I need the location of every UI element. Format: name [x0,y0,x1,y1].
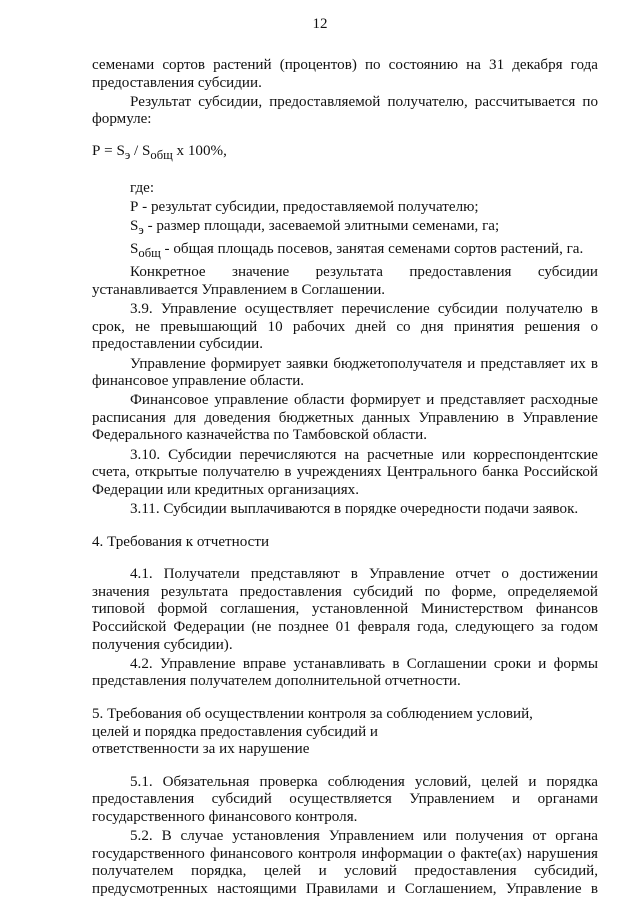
paragraph: Конкретное значение результата предоставления субсидии устанавливается Управлением в Соглашении. [92,264,598,298]
paragraph: $S_{общ}$ - общая площадь посевов, занятая семенами сортов растений, га. [130,241,584,261]
paragraph: Управление формирует заявки бюджетополучателя и представляет их в финансовое управление области. [92,355,598,390]
formula: $Р = S_э / S_{общ}$ x 100%, [92,142,227,162]
paragraph: 3.11. Субсидии выплачиваются в порядке очередности подачи заявок. [130,501,579,518]
paragraph: 3.10. Субсидии перечисляются на расчетные или корреспондентские счета, открытые получателю в учреждениях Центрального банка Российской Федерации или кредитных организациях. [92,446,598,498]
paragraph: 5.2. В случае установления Управлением или получения от органа государственного финансового контроля информации о факте(ах) нарушения получателем порядка, целей и условий предоставления субсидий, предусмотренных настоящими Правилами и Соглашением, Управление в [92,828,598,897]
paragraph: семенами сортов растений (процентов) по состоянию на 31 декабря года предоставления субсидии. [92,57,598,91]
section-heading: 5. Требования об осуществлении контроля за соблюдением условий, целей и порядка предоставления субсидий и ответственности за их нарушение [92,705,533,758]
paragraph: 4.1. Получатели представляют в Управление отчет о достижении значения результата предоставления субсидий по форме, определяемой типовой формой соглашения, установленной Министерством финансов Российской Федерации (не позднее 01 февраля года, следующего за годом получения субсидии). [92,566,598,653]
paragraph: Финансовое управление области формирует и представляет расходные расписания для доведения бюджетных данных Управлению в Управление Федерального казначейства по Тамбовской области. [92,392,598,444]
paragraph: 4.2. Управление вправе устанавливать в Соглашении сроки и формы представления получателем дополнительной отчетности. [92,655,598,690]
page-number: 12 [312,16,328,32]
section-heading: 4. Требования к отчетности [92,533,270,550]
document-body [92,57,598,900]
paragraph: $S_э$ - размер площади, засеваемой элитными семенами, га; [130,217,500,237]
paragraph: Результат субсидии, предоставляемой получателю, рассчитывается по формуле: [92,93,598,128]
paragraph: 3.9. Управление осуществляет перечисление субсидии получателю в срок, не превышающий 10 рабочих дней со дня принятия решения о предоставлении субсидии. [92,301,598,353]
paragraph: где: [130,179,155,196]
paragraph: Р - результат субсидии, предоставляемой получателю; [130,198,479,215]
paragraph: 5.1. Обязательная проверка соблюдения условий, целей и порядка предоставления субсидий осуществляется Управлением и органами государственного финансового контроля. [92,773,598,825]
